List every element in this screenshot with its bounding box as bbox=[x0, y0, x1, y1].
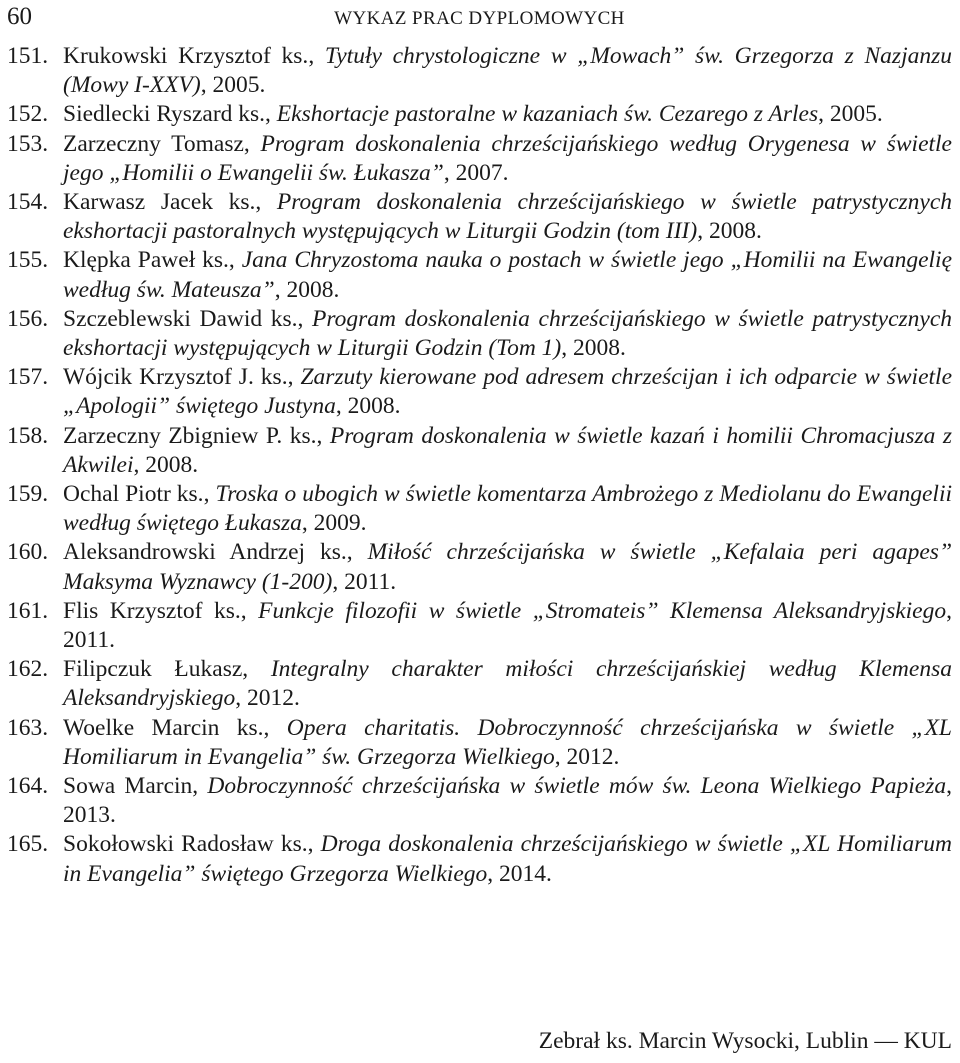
entry-title: Ekshortacje pastoralne w kazaniach św. Cezarego z Arles bbox=[276, 101, 819, 128]
entry-number: 153. bbox=[7, 130, 49, 157]
entry-year: 2005. bbox=[829, 101, 883, 128]
entry-author: Zarzeczny Zbigniew P. ks. bbox=[63, 422, 317, 449]
entry-author: Klępka Paweł ks. bbox=[63, 247, 229, 274]
thesis-list bbox=[7, 42, 952, 889]
thesis-entry: 163. Woelke Marcin ks., Opera charitatis. Dobroczynność chrześcijańska w świetle „XL Homiliarum in Evangelia” św. Grzegorza Wielkiego, 2012. bbox=[7, 714, 953, 770]
entry-title: Program doskonalenia chrześcijańskiego w świetle patrystycznych ekshortacji pastoralnych występujących w Liturgii Godzin (tom III) bbox=[63, 189, 953, 245]
entry-number: 154. bbox=[7, 189, 49, 216]
entry-author: Siedlecki Ryszard ks. bbox=[63, 101, 266, 128]
entry-title: Jana Chryzostoma nauka o postach w świetle jego „Homilii na Ewangelię według św. Mateusza” bbox=[63, 247, 953, 303]
entry-author: Zarzeczny Tomasz bbox=[63, 130, 244, 157]
thesis-entry: 154. Karwasz Jacek ks., Program doskonalenia chrześcijańskiego w świetle patrystycznych ekshortacji pastoralnych występujących w Liturgii Godzin (tom III), 2008. bbox=[7, 189, 953, 245]
entry-number: 162. bbox=[7, 656, 49, 683]
entry-number: 163. bbox=[7, 714, 49, 741]
entry-title: Miłość chrześcijańska w świetle „Kefalaia peri agapes” Maksyma Wyznawcy (1-200) bbox=[63, 539, 953, 595]
entry-title: Integralny charakter miłości chrześcijańskiej według Klemensa Aleksandryjskiego bbox=[63, 656, 952, 712]
entry-year: 2005. bbox=[212, 72, 266, 99]
entry-year: 2014. bbox=[499, 860, 552, 887]
entry-author: Szczeblewski Dawid ks. bbox=[63, 305, 298, 332]
thesis-entry: 164. Sowa Marcin, Dobroczynność chrześcijańska w świetle mów św. Leona Wielkiego Papieża, 2013. bbox=[7, 773, 953, 829]
entry-number: 151. bbox=[7, 43, 49, 69]
entry-author: Karwasz Jacek ks. bbox=[63, 189, 256, 216]
entry-number: 152. bbox=[7, 101, 49, 128]
entry-title: Program doskonalenia chrześcijańskiego w świetle patrystycznych ekshortacji występujących w Liturgii Godzin (Tom 1) bbox=[63, 305, 952, 362]
thesis-entry: 165. Sokołowski Radosław ks., Droga doskonalenia chrześcijańskiego w świetle „XL Homiliarum in Evangelia” świętego Grzegorza Wielkiego, 2014. bbox=[7, 831, 952, 887]
entry-year: 2008. bbox=[145, 451, 199, 478]
thesis-entry: 157. Wójcik Krzysztof J. ks., Zarzuty kierowane pod adresem chrześcijan i ich odparcie w świetle „Apologii” świętego Justyna, 2008. bbox=[7, 364, 953, 420]
entry-number: 155. bbox=[7, 247, 49, 274]
entry-title: Funkcje filozofii w świetle „Stromateis” Klemensa Aleksandryjskiego bbox=[258, 597, 947, 624]
entry-year: 2008. bbox=[573, 335, 626, 362]
entry-author: Ochal Piotr ks. bbox=[63, 481, 204, 508]
entry-year: 2011. bbox=[63, 627, 116, 654]
entry-year: 2008. bbox=[708, 218, 762, 245]
entry-title: Zarzuty kierowane pod adresem chrześcijan i ich odparcie w świetle „Apologii” świętego Justyna bbox=[63, 364, 953, 420]
entry-author: Woelke Marcin ks. bbox=[63, 714, 264, 741]
entry-number: 165. bbox=[7, 831, 49, 858]
entry-year: 2012. bbox=[247, 685, 300, 712]
thesis-entry: 151. Krukowski Krzysztof ks., Tytuły chrystologiczne w „Mowach” św. Grzegorza z Nazjanzu (Mowy I-XXV), 2005. bbox=[7, 43, 952, 99]
compiled-by-signature: Zebrał ks. Marcin Wysocki, Lublin — KUL bbox=[538, 1028, 952, 1054]
entry-title: Tytuły chrystologiczne w „Mowach” św. Grzegorza z Nazjanzu (Mowy I-XXV) bbox=[63, 43, 952, 99]
thesis-entry: 161. Flis Krzysztof ks., Funkcje filozofii w świetle „Stromateis” Klemensa Aleksandryjskiego, 2011. bbox=[7, 597, 952, 654]
entry-author: Wójcik Krzysztof J. ks. bbox=[63, 364, 288, 391]
entry-year: 2013. bbox=[63, 802, 116, 829]
entry-author: Sokołowski Radosław ks. bbox=[63, 831, 308, 858]
entry-year: 2008. bbox=[347, 393, 401, 420]
entry-title: Dobroczynność chrześcijańska w świetle mów św. Leona Wielkiego Papieża bbox=[207, 773, 947, 800]
thesis-entry: 162. Filipczuk Łukasz, Integralny charakter miłości chrześcijańskiej według Klemensa Aleksandryjskiego, 2012. bbox=[7, 656, 952, 712]
running-head bbox=[7, 2, 952, 32]
thesis-entry: 152. Siedlecki Ryszard ks., Ekshortacje pastoralne w kazaniach św. Cezarego z Arles, 2005. bbox=[7, 100, 952, 129]
entry-title: Troska o ubogich w świetle komentarza Ambrożego z Mediolanu do Ewangelii według świętego Łukasza bbox=[63, 481, 952, 537]
entry-number: 156. bbox=[7, 305, 49, 332]
entry-author: Aleksandrowski Andrzej ks. bbox=[63, 539, 347, 566]
entry-title: Program doskonalenia chrześcijańskiego według Orygenesa w świetle jego „Homilii o Ewangelii św. Łukasza” bbox=[63, 130, 952, 186]
entry-author: Flis Krzysztof ks. bbox=[63, 597, 241, 624]
entry-year: 2007. bbox=[455, 159, 509, 186]
entry-year: 2008. bbox=[286, 276, 340, 303]
entry-title: Program doskonalenia w świetle kazań i homilii Chromacjusza z Akwilei bbox=[63, 422, 952, 478]
thesis-entry: 155. Klępka Paweł ks., Jana Chryzostoma nauka o postach w świetle jego „Homilii na Ewangelię według św. Mateusza”, 2008. bbox=[7, 247, 953, 303]
running-head-title: WYKAZ PRAC DYPLOMOWYCH bbox=[334, 8, 625, 29]
thesis-entry: 158. Zarzeczny Zbigniew P. ks., Program doskonalenia w świetle kazań i homilii Chromacjusza z Akwilei, 2008. bbox=[7, 422, 952, 478]
entry-number: 157. bbox=[7, 364, 49, 391]
entry-number: 158. bbox=[7, 422, 49, 449]
thesis-entry: 159. Ochal Piotr ks., Troska o ubogich w świetle komentarza Ambrożego z Mediolanu do Ewangelii według świętego Łukasza, 2009. bbox=[7, 481, 952, 537]
entry-year: 2012. bbox=[566, 743, 620, 770]
page-number: 60 bbox=[7, 3, 32, 30]
thesis-entry: 156. Szczeblewski Dawid ks., Program doskonalenia chrześcijańskiego w świetle patrystycznych ekshortacji występujących w Liturgii Godzin (Tom 1), 2008. bbox=[7, 305, 952, 362]
entry-title: Opera charitatis. Dobroczynność chrześcijańska w świetle „XL Homiliarum in Evangelia” św. Grzegorza Wielkiego bbox=[63, 714, 953, 770]
entry-title: Droga doskonalenia chrześcijańskiego w świetle „XL Homiliarum in Evangelia” świętego Grzegorza Wielkiego bbox=[63, 831, 952, 887]
entry-author: Krukowski Krzysztof ks. bbox=[63, 43, 309, 69]
entry-year: 2011. bbox=[344, 568, 397, 595]
entry-author: Sowa Marcin bbox=[63, 773, 193, 800]
entry-author: Filipczuk Łukasz bbox=[63, 656, 243, 683]
thesis-entry: 160. Aleksandrowski Andrzej ks., Miłość chrześcijańska w świetle „Kefalaia peri agapes” Maksyma Wyznawcy (1-200), 2011. bbox=[7, 539, 953, 595]
entry-number: 161. bbox=[7, 597, 49, 624]
entry-year: 2009. bbox=[313, 510, 367, 537]
entry-number: 160. bbox=[7, 539, 49, 566]
thesis-entry: 153. Zarzeczny Tomasz, Program doskonalenia chrześcijańskiego według Orygenesa w świetle jego „Homilii o Ewangelii św. Łukasza”, 2007. bbox=[7, 130, 952, 186]
entry-number: 159. bbox=[7, 481, 49, 508]
entry-number: 164. bbox=[7, 773, 49, 800]
